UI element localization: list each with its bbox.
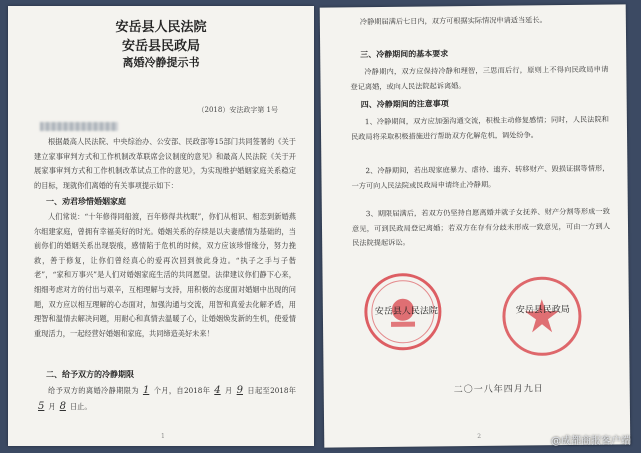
- section-heading-1: 一、劝君珍惜婚姻家庭: [46, 196, 126, 206]
- section-2-paragraph: 给予双方的离婚冷静期限为 1 个月，自2018年 4 月 9 日起至2018年5 月 8 日止。: [34, 383, 296, 415]
- note-item-3: 3、期限届满后，若双方仍坚持自愿离婚并就子女抚养、财产分割等形成一致意见，可到民政局登记离婚；若双方在存有分歧未形成一致意见，可由一方到人民法院提起诉讼。: [351, 206, 611, 248]
- left-page: [8, 6, 314, 446]
- section-heading-2: 二、给予双方的冷静期限: [46, 369, 134, 379]
- section-3-paragraph: 冷静期内，双方应保持冷静和理智，三思而后行，原则上不得向民政局申请登记离婚，或向人民法院起诉离婚。: [350, 64, 609, 91]
- section-1-paragraph: 人们常说：“十年修得同船渡，百年修得共枕眠”，你们从相识、相恋到新婚燕尔组建家庭，曾拥有幸福美好的时光。婚姻关系的存续是以夫妻感情为基础的，当前你们的婚姻关系出现裂痕，感情陷于危机的时候，双方应该珍惜缘分，努力挽救，善于修复，让你们曾经真心的爱再次回到彼此身边。“执子之手与子偕老”，“家和万事兴”是人们对婚姻家庭生活的共同愿望。法律建议你们静下心来，细细考虑对方的付出与艰辛，互相理解与支持，用积极的态度面对婚姻中出现的问题，双方应以相互理解的心态面对，加强沟通与交流，用智和真爱去化解矛盾，用理智和温情去解决问题，用耐心和真情去温暖了心，让婚姻焕发新的生机，使爱情重现活力，一起经营好婚姻和家庭，共同缔造美好未来！: [34, 212, 296, 338]
- issue-date: 二〇一八年四月九日: [453, 384, 544, 396]
- handwritten-months: 1: [142, 385, 150, 396]
- watermark: @成都商报客户端: [551, 436, 631, 447]
- note-item-1: 1、冷静期间，双方应加强沟通交流，积极主动修复感情；同时，人民法院和民政局将采取积极措施进行帮助双方化解危机，调处纷争。: [351, 114, 609, 141]
- intro-paragraph: 根据最高人民法院、中央综治办、公安部、民政部等15部门共同签署的《关于建立家事审判方式和工作机制改革联席会议制度的意见》和最高人民法院《关于开展家事审判方式和工作机制改革试点工作的意见》，为实现维护婚姻家庭关系稳定的目标，现就你们离婚的有关事项提示如下：: [34, 137, 296, 190]
- court-signature: 安岳县人民法院: [374, 306, 438, 318]
- page-number-right: 2: [477, 432, 482, 440]
- right-page: [320, 4, 631, 447]
- page-number-left: 1: [161, 433, 165, 440]
- handwritten-end-month: 5: [38, 401, 45, 412]
- handwritten-end-day: 8: [59, 401, 66, 412]
- handwritten-start-day: 9: [236, 385, 243, 396]
- court-title: 安岳县人民法院: [115, 20, 207, 35]
- civil-affairs-seal-icon: [501, 275, 584, 358]
- bureau-title: 安岳县民政局: [121, 39, 200, 54]
- handwritten-start-month: 4: [214, 385, 221, 396]
- notice-title: 离婚冷静提示书: [122, 56, 200, 69]
- section-heading-4: 四、冷静期间的注意事项: [360, 98, 449, 110]
- civil-affairs-signature: 安岳县民政局: [515, 305, 570, 316]
- extension-paragraph: 冷静期届满后七日内，双方可根据实际情况申请适当延长。: [359, 15, 547, 27]
- section-heading-3: 三、冷静期间的基本要求: [360, 48, 449, 60]
- blurred-addressee: [40, 122, 118, 131]
- note-item-2: 2、冷静期间，若出现家庭暴力、虐待、遗弃、转移财产、毁损证据等情形，一方可向人民法院或民政局申请终止冷静期。: [351, 163, 610, 190]
- document-number: （2018）安法政字第 1号: [197, 106, 278, 114]
